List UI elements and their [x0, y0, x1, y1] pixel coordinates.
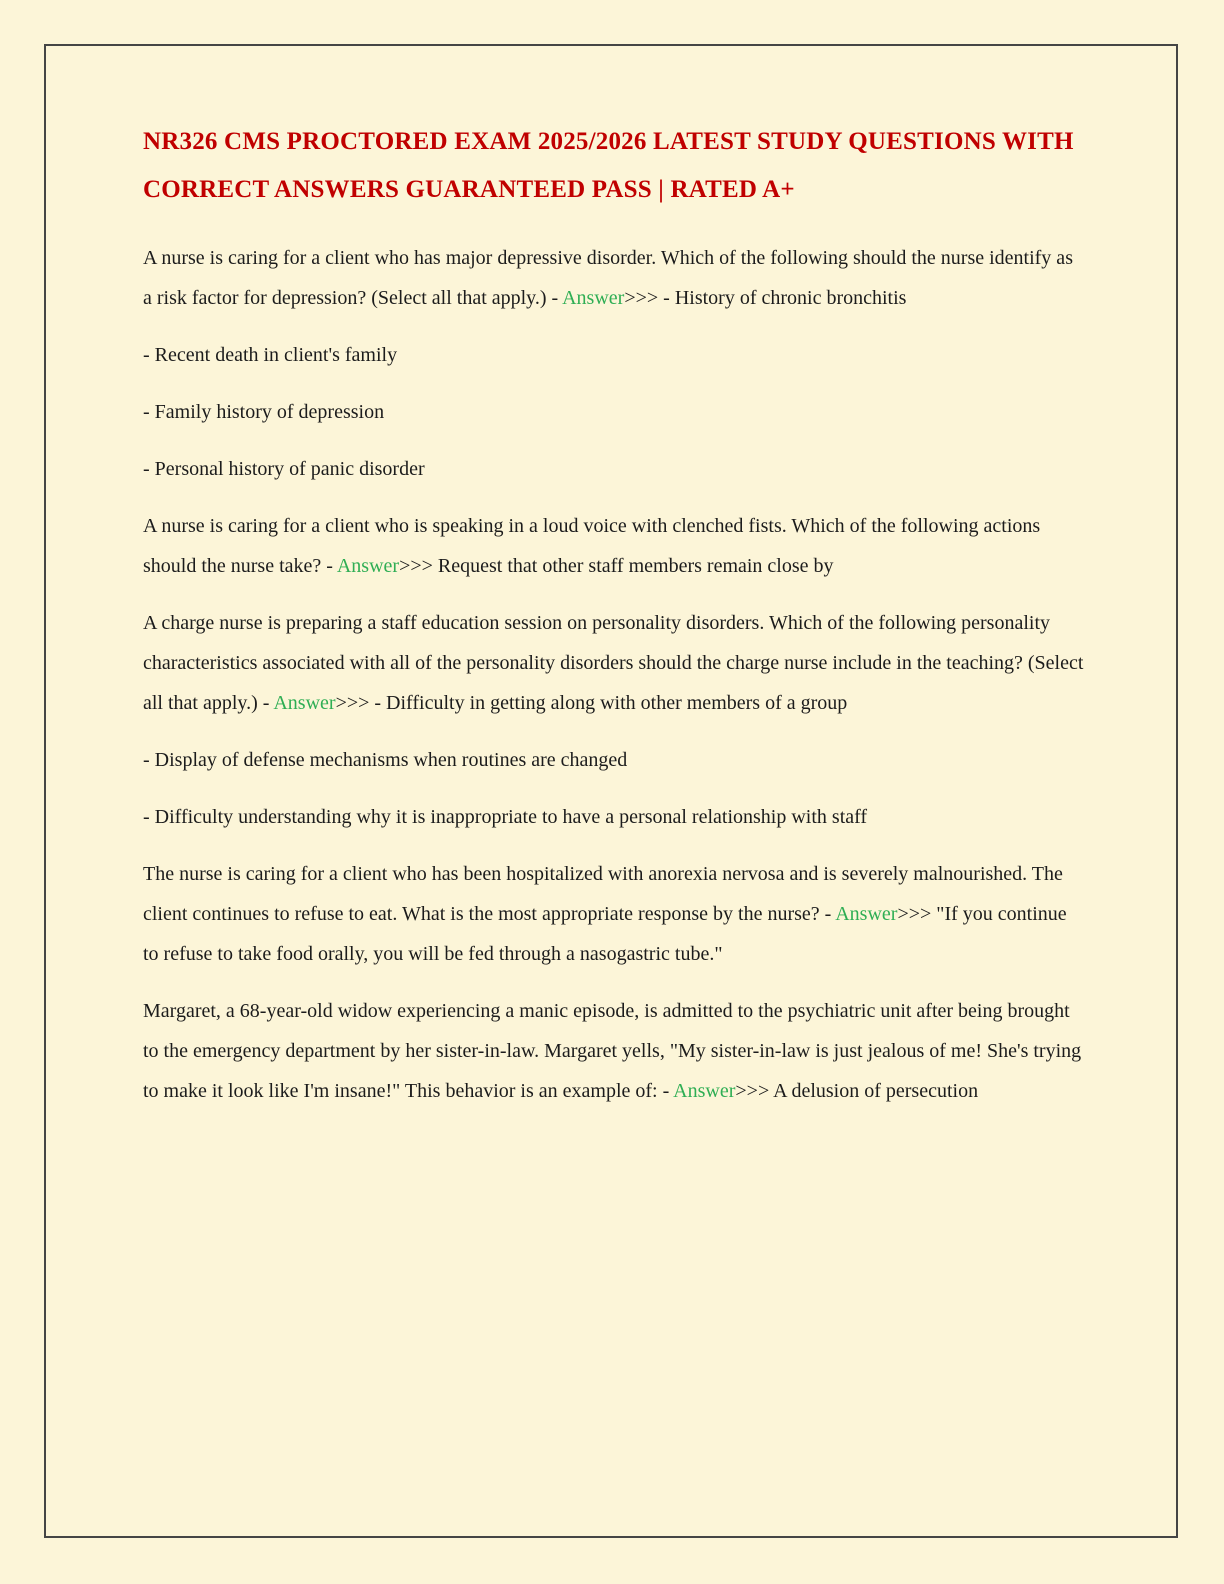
- text-run: >>> A delusion of persecution: [735, 1080, 979, 1102]
- paragraph: [143, 797, 1085, 837]
- text-run: A charge nurse is preparing a staff education session on personality disorders. Which of the following personality characteristics associated with all of the personality disorders should the charge nurse include in the teaching? (Select all that apply.) -: [143, 612, 1084, 714]
- text-run: Margaret, a 68-year-old widow experiencing a manic episode, is admitted to the psychiatric unit after being brought to the emergency department by her sister-in-law. Margaret yells, "My sister-in-law is just jealous of me! She's trying to make it look like I'm insane!" This behavior is an example of: -: [143, 1000, 1082, 1102]
- text-run: The nurse is caring for a client who has been hospitalized with anorexia nervosa and is severely malnourished. The client continues to refuse to eat. What is the most appropriate response by the nurse? -: [143, 863, 1063, 925]
- answer-label: Answer: [673, 1080, 736, 1102]
- paragraph: [143, 335, 1085, 375]
- text-run: - Family history of depression: [143, 401, 385, 423]
- paragraph: [143, 603, 1085, 723]
- text-run: - Recent death in client's family: [143, 344, 398, 366]
- text-run: >>> Request that other staff members remain close by: [399, 555, 834, 577]
- text-run: >>> - History of chronic bronchitis: [624, 287, 907, 309]
- text-run: A nurse is caring for a client who has major depressive disorder. Which of the following should the nurse identify as a risk factor for depression? (Select all that apply.) -: [143, 247, 1073, 309]
- paragraph: [143, 449, 1085, 489]
- document-title: NR326 CMS PROCTORED EXAM 2025/2026 LATEST STUDY QUESTIONS WITH CORRECT ANSWERS GUARANTEED PASS | RATED A+: [143, 128, 1074, 203]
- answer-label: Answer: [273, 692, 336, 714]
- answer-label: Answer: [562, 287, 625, 309]
- document-content: [143, 118, 1085, 1128]
- paragraph-container: [143, 238, 1085, 1111]
- text-run: - Personal history of panic disorder: [143, 458, 425, 480]
- answer-label: Answer: [336, 555, 400, 577]
- paragraph: [143, 392, 1085, 432]
- paragraph: [143, 991, 1085, 1111]
- text-run: - Display of defense mechanisms when routines are changed: [143, 749, 628, 771]
- text-run: - Difficulty understanding why it is inappropriate to have a personal relationship with staff: [143, 806, 868, 828]
- paragraph: [143, 238, 1085, 318]
- paragraph: [143, 740, 1085, 780]
- answer-label: Answer: [835, 903, 898, 925]
- text-run: >>> - Difficulty in getting along with other members of a group: [335, 692, 848, 714]
- paragraph: [143, 506, 1085, 586]
- paragraph: [143, 854, 1085, 974]
- text-run: A nurse is caring for a client who is speaking in a loud voice with clenched fists. Which of the following actions should the nurse take? -: [143, 515, 1041, 577]
- text-run: >>> "If you continue to refuse to take food orally, you will be fed through a nasogastric tube.": [143, 903, 1067, 965]
